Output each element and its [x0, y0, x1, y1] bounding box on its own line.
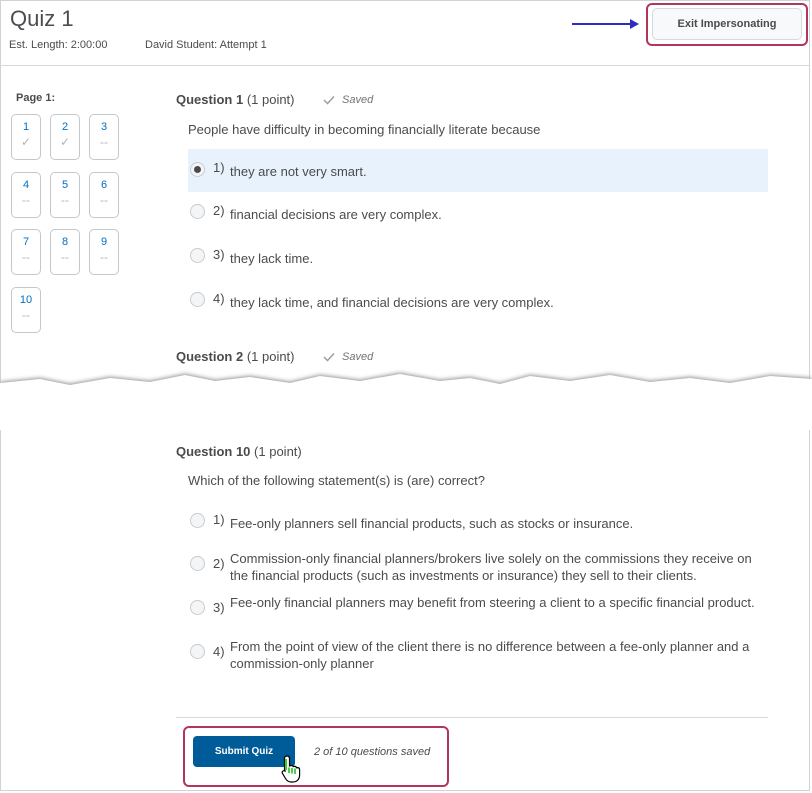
radio-button[interactable]	[190, 644, 205, 659]
submit-quiz-button[interactable]: Submit Quiz	[193, 736, 295, 767]
torn-edge-separator	[0, 360, 812, 430]
question-nav-status: --	[100, 135, 108, 149]
question-title: Question 10	[176, 444, 251, 459]
question-nav-7[interactable]	[11, 229, 41, 275]
question-points: (1 point)	[246, 349, 295, 364]
radio-button[interactable]	[190, 292, 205, 307]
option-number: 4)	[213, 644, 225, 659]
question-nav-number: 1	[22, 121, 30, 133]
option-text: they lack time.	[230, 251, 314, 266]
answer-option[interactable]	[188, 512, 768, 536]
radio-button[interactable]	[190, 600, 205, 615]
radio-button[interactable]	[190, 556, 205, 571]
question-text: People have difficulty in becoming financially literate because	[188, 122, 541, 137]
question-text: Which of the following statement(s) is (are) correct?	[188, 473, 485, 488]
est-length: Est. Length: 2:00:00	[9, 39, 108, 51]
question-nav-4[interactable]	[11, 172, 41, 218]
header-divider	[0, 65, 810, 66]
saved-status: Saved	[342, 94, 374, 106]
option-number: 2)	[213, 556, 225, 571]
radio-button[interactable]	[190, 204, 205, 219]
question-points: (1 point)	[254, 444, 302, 459]
option-text: Fee-only financial planners may benefit from steering a client to a specific financial product.	[230, 595, 755, 610]
option-number: 1)	[213, 512, 225, 527]
question-nav-10[interactable]	[11, 287, 41, 333]
option-number: 2)	[213, 203, 225, 218]
radio-button[interactable]	[190, 513, 205, 528]
option-text: financial decisions are very complex.	[230, 207, 442, 222]
question-nav-status: --	[22, 193, 30, 207]
question-nav-number: 4	[22, 179, 30, 191]
question-nav-status: --	[61, 250, 69, 264]
footer-divider	[176, 717, 768, 718]
option-number: 3)	[213, 247, 225, 262]
answer-option[interactable]	[188, 638, 768, 674]
option-number: 4)	[213, 291, 225, 306]
question-1-heading	[176, 92, 295, 107]
radio-button[interactable]	[190, 248, 205, 263]
question-nav-status: --	[61, 193, 69, 207]
question-10-heading	[176, 444, 302, 459]
hand-cursor-icon	[280, 754, 304, 784]
question-points: (1 point)	[246, 92, 295, 107]
question-nav-status: --	[22, 308, 30, 322]
question-nav-6[interactable]	[89, 172, 119, 218]
question-nav-status: --	[100, 193, 108, 207]
question-nav-8[interactable]	[50, 229, 80, 275]
questions-saved-status: 2 of 10 questions saved	[314, 746, 431, 758]
question-nav-status: --	[100, 250, 108, 264]
question-nav-5[interactable]	[50, 172, 80, 218]
question-nav-status: --	[22, 250, 30, 264]
question-nav-number: 10	[19, 294, 33, 306]
checkmark-icon	[323, 95, 335, 105]
radio-button-selected[interactable]	[190, 162, 205, 177]
option-text: they are not very smart.	[230, 164, 367, 179]
checkmark-icon: ✓	[20, 135, 32, 149]
question-nav-2[interactable]	[50, 114, 80, 160]
answer-option[interactable]	[188, 550, 768, 586]
answer-option[interactable]	[188, 160, 768, 184]
answer-option[interactable]	[188, 203, 768, 227]
option-text: Fee-only planners sell financial products, such as stocks or insurance.	[230, 516, 634, 531]
checkmark-icon: ✓	[59, 135, 71, 149]
question-nav-number: 9	[100, 236, 108, 248]
question-title: Question 1	[176, 92, 244, 107]
answer-option[interactable]	[188, 594, 768, 630]
question-nav-number: 7	[22, 236, 30, 248]
question-title: Question 2	[176, 349, 244, 364]
question-nav-number: 8	[61, 236, 69, 248]
question-nav-9[interactable]	[89, 229, 119, 275]
arrow-right-icon	[572, 18, 640, 30]
question-nav-3[interactable]	[89, 114, 119, 160]
option-text: Commission-only financial planners/brokers live solely on the commissions they receive on the financial products (such as investments or insurance) they sell to their clients.	[230, 551, 752, 583]
exit-impersonating-button[interactable]: Exit Impersonating	[652, 8, 802, 40]
page-label: Page 1:	[16, 92, 56, 104]
answer-option[interactable]	[188, 291, 768, 315]
option-number: 3)	[213, 600, 225, 615]
page-title: Quiz 1	[10, 6, 74, 31]
question-nav-number: 2	[61, 121, 69, 133]
question-nav-1[interactable]	[11, 114, 41, 160]
question-nav-number: 5	[61, 179, 69, 191]
option-number: 1)	[213, 160, 225, 175]
option-text: From the point of view of the client there is no difference between a fee-only planner and a commission-only planner	[230, 639, 750, 671]
answer-option[interactable]	[188, 247, 768, 271]
saved-status: Saved	[342, 351, 374, 363]
option-text: they lack time, and financial decisions are very complex.	[230, 295, 554, 310]
question-nav-number: 6	[100, 179, 108, 191]
question-nav-number: 3	[100, 121, 108, 133]
attempt-info: David Student: Attempt 1	[145, 39, 267, 51]
